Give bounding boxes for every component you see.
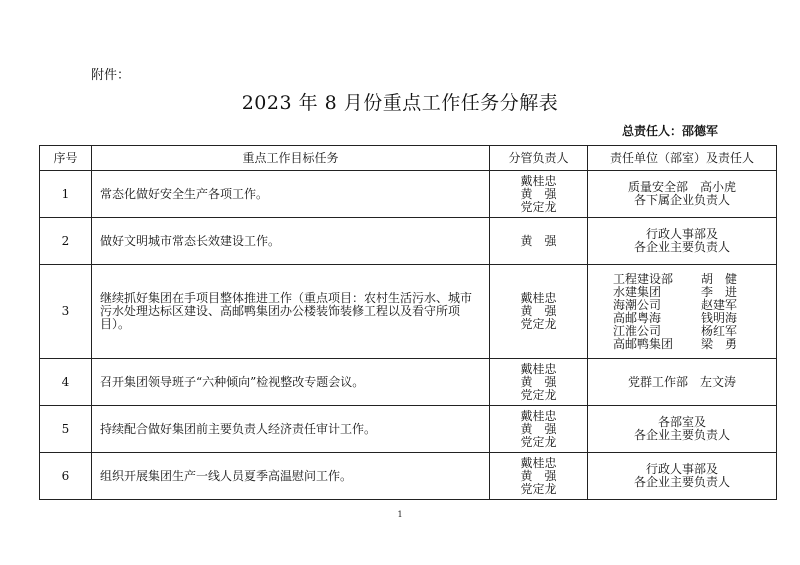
column-header-task: 重点工作目标任务 <box>92 146 490 171</box>
responsible-unit: 江淮公司 <box>613 323 662 338</box>
task-text: 组织开展集团生产一线人员夏季高温慰问工作。 <box>100 468 353 483</box>
leader-name: 黄 强 <box>520 374 557 389</box>
responsible-list <box>634 416 730 442</box>
page-number: 1 <box>397 510 403 519</box>
overall-responsible: 总责任人：邵德军 <box>622 124 719 138</box>
leader-name: 党定龙 <box>520 434 557 449</box>
leader-name: 黄 强 <box>520 233 557 248</box>
leader-list <box>520 457 556 496</box>
responsible-line: 党群工作部 左文涛 <box>627 374 736 389</box>
task-table <box>39 145 777 500</box>
responsible-unit: 水建集团 <box>613 284 662 299</box>
responsible-line: 行政人事部及 <box>645 227 718 241</box>
responsible-row <box>613 312 751 325</box>
leader-name: 党定龙 <box>520 481 557 496</box>
responsible-line: 各下属企业负责人 <box>633 193 730 207</box>
attachment-label: 附件： <box>91 68 131 83</box>
responsible-person: 钱明海 <box>701 310 738 325</box>
leader-name: 戴桂忠 <box>520 361 557 376</box>
task-text: 继续抓好集团在手项目整体推进工作（重点项目：农村生活污水、城市污水处理达标区建设、高邮鸭集团办公楼装饰装修工程以及看守所项目）。 <box>100 291 473 331</box>
table-row <box>40 359 777 406</box>
leader-list <box>520 235 556 248</box>
responsible-unit: 高邮粤海 <box>613 310 662 325</box>
leader-name: 黄 强 <box>520 421 557 436</box>
page-title: 2023 年 8 月份重点工作任务分解表 <box>241 92 559 114</box>
leader-name: 戴桂忠 <box>520 408 557 423</box>
leader-name: 黄 强 <box>520 186 557 201</box>
table-row <box>40 171 777 218</box>
task-text: 持续配合做好集团前主要负责人经济责任审计工作。 <box>100 421 377 436</box>
leader-list <box>520 410 556 449</box>
leader-name: 黄 强 <box>520 468 557 483</box>
responsible-person: 胡 健 <box>701 271 738 286</box>
table-row <box>40 406 777 453</box>
row-number: 5 <box>40 406 92 453</box>
responsible-person: 赵建军 <box>701 297 738 312</box>
column-header-leader: 分管负责人 <box>490 146 588 171</box>
responsible-line: 质量安全部 高小虎 <box>627 180 736 194</box>
column-header-number: 序号 <box>40 146 92 171</box>
table-row <box>40 265 777 359</box>
leader-name: 戴桂忠 <box>520 173 557 188</box>
task-text: 常态化做好安全生产各项工作。 <box>100 186 269 201</box>
row-number: 4 <box>40 359 92 406</box>
responsible-list <box>628 181 736 207</box>
leader-name: 党定龙 <box>520 199 557 214</box>
responsible-list <box>634 463 730 489</box>
leader-name: 戴桂忠 <box>520 291 557 305</box>
responsible-list <box>634 228 730 254</box>
row-number: 6 <box>40 453 92 500</box>
responsible-person: 李 进 <box>701 284 738 299</box>
responsible-person: 梁 勇 <box>701 336 738 351</box>
responsible-row <box>613 299 751 312</box>
responsible-row <box>613 338 751 351</box>
responsible-line: 各企业主要负责人 <box>633 475 730 489</box>
leader-name: 党定龙 <box>520 317 557 331</box>
responsible-unit: 海潮公司 <box>613 297 662 312</box>
responsible-unit: 工程建设部 <box>613 271 674 286</box>
responsible-list <box>628 376 736 389</box>
responsible-line: 各部室及 <box>657 415 706 429</box>
responsible-line: 各企业主要负责人 <box>633 428 730 442</box>
leader-list <box>520 292 556 331</box>
responsible-line: 行政人事部及 <box>645 462 718 476</box>
table-header-row <box>40 146 777 171</box>
leader-name: 戴桂忠 <box>520 455 557 470</box>
column-header-responsible: 责任单位（部室）及责任人 <box>588 146 777 171</box>
responsible-unit: 高邮鸭集团 <box>613 336 674 351</box>
responsible-row <box>613 273 751 286</box>
task-text: 召开集团领导班子“六种倾向”检视整改专题会议。 <box>100 374 365 389</box>
leader-list <box>520 363 556 402</box>
leader-name: 黄 强 <box>520 304 557 318</box>
leader-name: 党定龙 <box>520 387 557 402</box>
responsible-line: 各企业主要负责人 <box>633 240 730 254</box>
responsible-row <box>613 286 751 299</box>
row-number: 1 <box>40 171 92 218</box>
table-row <box>40 218 777 265</box>
row-number: 2 <box>40 218 92 265</box>
leader-list <box>520 175 556 214</box>
responsible-row <box>613 325 751 338</box>
row-number: 3 <box>40 265 92 359</box>
table-row <box>40 453 777 500</box>
task-text: 做好文明城市常态长效建设工作。 <box>100 233 281 248</box>
responsible-person: 杨红军 <box>701 323 738 338</box>
responsible-grid <box>613 273 751 351</box>
